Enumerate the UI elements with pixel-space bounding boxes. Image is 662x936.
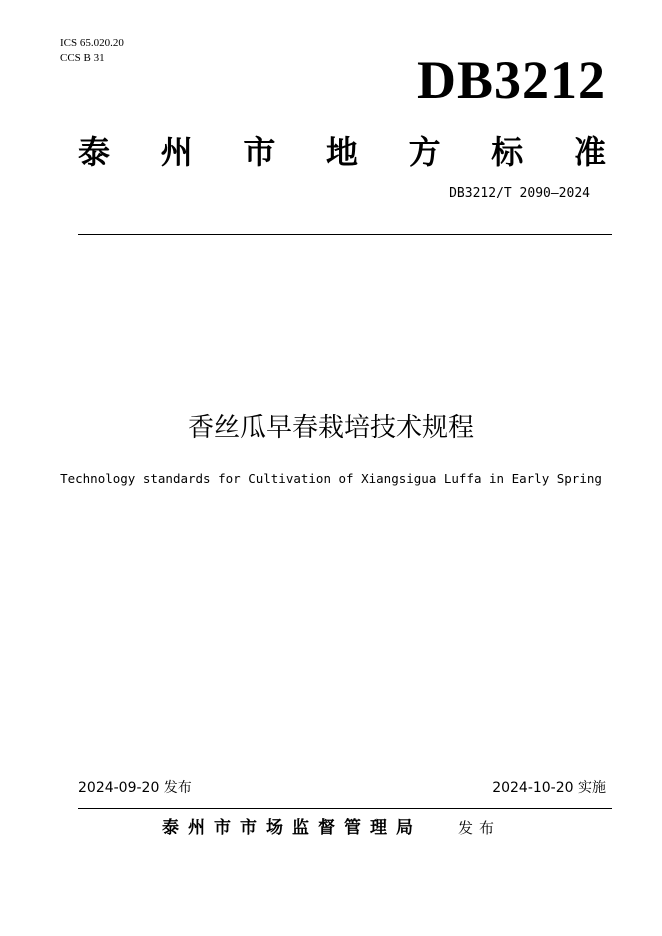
standard-type-char: 地 [325, 133, 358, 171]
standard-type-title [78, 128, 606, 172]
implementation-date: 2024-10-20 实施 [492, 780, 606, 796]
standard-number: DB3212/T 2090—2024 [449, 186, 590, 201]
document-title-chinese: 香丝瓜早春栽培技术规程 [187, 413, 474, 443]
standard-type-char: 标 [491, 133, 524, 171]
standard-type-char: 方 [408, 133, 441, 171]
ccs-code: CCS B 31 [60, 52, 105, 64]
issue-date: 2024-09-20 发布 [78, 780, 192, 796]
issuer-action: 发布 [457, 819, 500, 837]
standard-type-char: 市 [243, 133, 276, 171]
classification-codes [60, 36, 124, 66]
header-divider [78, 234, 612, 235]
standard-type-char: 泰 [78, 133, 111, 171]
footer-divider [78, 808, 612, 809]
issuer-organization: 泰州市市场监督管理局 [162, 818, 423, 838]
ics-code: ICS 65.020.20 [60, 37, 124, 49]
standard-code: DB3212 [416, 50, 606, 110]
document-title-english: Technology standards for Cultivation of Xiangsigua Luffa in Early Spring [60, 471, 602, 486]
issuer-line [0, 816, 662, 840]
standard-type-char: 州 [160, 133, 193, 171]
standard-type-char: 准 [573, 133, 606, 171]
